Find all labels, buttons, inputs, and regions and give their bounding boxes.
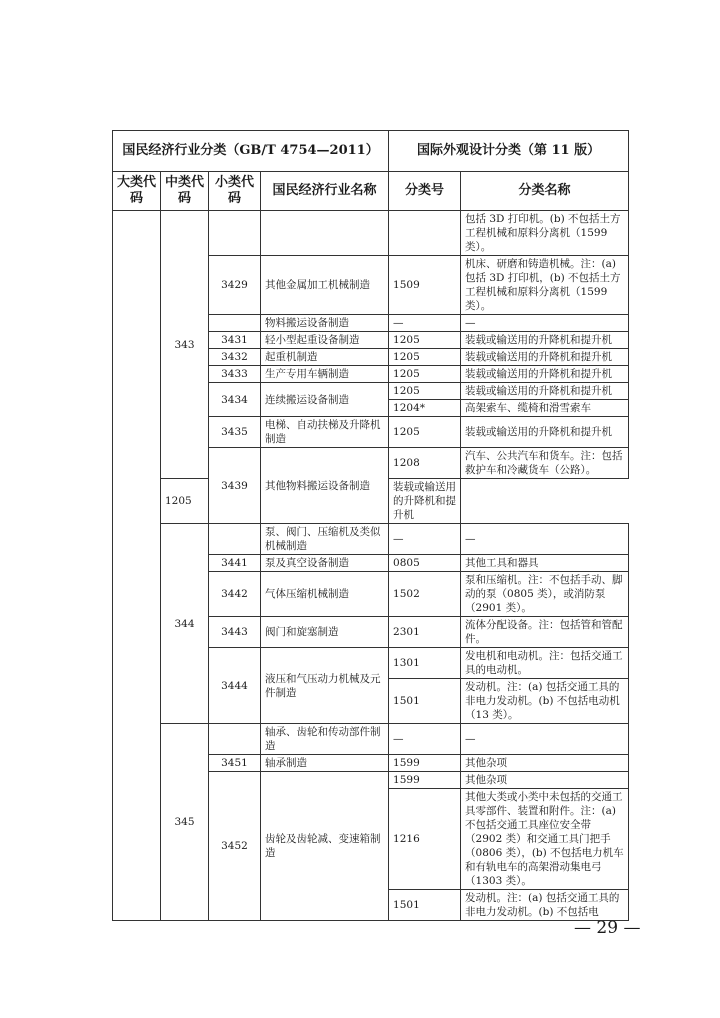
minor-code-cell — [209, 524, 261, 555]
class-number-cell: 2301 — [389, 617, 461, 648]
table-row — [113, 524, 629, 555]
left-section-title: 国民经济行业分类（GB/T 4754—2011） — [113, 131, 389, 172]
class-name-cell: 包括 3D 打印机。(b) 不包括土方工程机械和原料分离机（1599 类）。 — [461, 211, 629, 256]
industry-name-cell: 物料搬运设备制造 — [261, 315, 389, 332]
industry-name-cell: 齿轮及齿轮减、变速箱制造 — [261, 772, 389, 921]
industry-design-classification-table — [112, 130, 629, 921]
industry-name-cell: 生产专用车辆制造 — [261, 366, 389, 383]
class-name-cell: — — [461, 724, 629, 755]
class-name-cell: 发电机和电动机。注：包括交通工具的电动机。 — [461, 648, 629, 679]
industry-name-cell — [261, 211, 389, 256]
industry-name-cell: 轻小型起重设备制造 — [261, 332, 389, 349]
class-name-cell: 汽车、公共汽车和货车。注：包括救护车和冷藏货车（公路）。 — [461, 448, 629, 479]
class-name-cell: 装载或输送用的升降机和提升机 — [389, 479, 461, 524]
class-name-cell: 高架索车、缆椅和滑雪索车 — [461, 400, 629, 417]
minor-code-cell: 3433 — [209, 366, 261, 383]
minor-code-cell: 3434 — [209, 383, 261, 417]
class-number-cell: 1509 — [389, 256, 461, 315]
minor-code-cell: 3429 — [209, 256, 261, 315]
minor-code-cell: 3452 — [209, 772, 261, 921]
industry-name-cell: 液压和气压动力机械及元件制造 — [261, 648, 389, 724]
class-number-cell: 1599 — [389, 772, 461, 789]
class-number-cell: — — [389, 524, 461, 555]
industry-name-cell: 气体压缩机械制造 — [261, 572, 389, 617]
column-header-minor-code: 小类代码 — [209, 172, 261, 211]
class-name-cell: 装载或输送用的升降机和提升机 — [461, 417, 629, 448]
minor-code-cell: 3451 — [209, 755, 261, 772]
industry-name-cell: 泵及真空设备制造 — [261, 555, 389, 572]
class-number-cell — [389, 211, 461, 256]
table-row — [113, 211, 629, 256]
industry-name-cell: 其他物料搬运设备制造 — [261, 448, 389, 524]
industry-name-cell: 连续搬运设备制造 — [261, 383, 389, 417]
class-number-cell: 1216 — [389, 789, 461, 890]
class-number-cell: 1205 — [389, 366, 461, 383]
industry-name-cell: 阀门和旋塞制造 — [261, 617, 389, 648]
class-name-cell: — — [461, 524, 629, 555]
minor-code-cell: 3443 — [209, 617, 261, 648]
class-number-cell: 1205 — [389, 417, 461, 448]
major-code-cell — [113, 211, 161, 921]
class-name-cell: 发动机。注：(a) 包括交通工具的非电力发动机。(b) 不包括电动机（13 类）。 — [461, 679, 629, 724]
minor-code-cell — [209, 724, 261, 755]
header-row-2 — [113, 172, 629, 211]
class-number-cell: 0805 — [389, 555, 461, 572]
class-number-cell: 1205 — [161, 479, 209, 524]
class-name-cell: — — [461, 315, 629, 332]
class-number-cell: 1205 — [389, 332, 461, 349]
class-name-cell: 装载或输送用的升降机和提升机 — [461, 366, 629, 383]
class-name-cell: 其他杂项 — [461, 772, 629, 789]
industry-name-cell: 轴承制造 — [261, 755, 389, 772]
medium-code-cell: 345 — [161, 724, 209, 921]
class-name-cell: 其他工具和器具 — [461, 555, 629, 572]
class-number-cell: 1204* — [389, 400, 461, 417]
minor-code-cell: 3435 — [209, 417, 261, 448]
class-number-cell: 1501 — [389, 679, 461, 724]
medium-code-cell: 343 — [161, 211, 209, 479]
column-header-class-name: 分类名称 — [461, 172, 629, 211]
class-number-cell: 1301 — [389, 648, 461, 679]
column-header-major-code: 大类代码 — [113, 172, 161, 211]
class-number-cell: 1599 — [389, 755, 461, 772]
column-header-medium-code: 中类代码 — [161, 172, 209, 211]
right-section-title: 国际外观设计分类（第 11 版） — [389, 131, 629, 172]
class-name-cell: 机床、研磨和铸造机械。注：(a) 包括 3D 打印机，(b) 不包括土方工程机械和原料分离机（1599 类）。 — [461, 256, 629, 315]
class-number-cell: 1205 — [389, 383, 461, 400]
industry-name-cell: 泵、阀门、压缩机及类似机械制造 — [261, 524, 389, 555]
industry-name-cell: 起重机制造 — [261, 349, 389, 366]
class-name-cell: 发动机。注：(a) 包括交通工具的非电力发动机。(b) 不包括电 — [461, 890, 629, 921]
table-row — [113, 724, 629, 755]
class-number-cell: 1502 — [389, 572, 461, 617]
minor-code-cell — [209, 315, 261, 332]
minor-code-cell: 3442 — [209, 572, 261, 617]
class-number-cell: — — [389, 315, 461, 332]
minor-code-cell: 3441 — [209, 555, 261, 572]
class-name-cell: 装载或输送用的升降机和提升机 — [461, 383, 629, 400]
class-name-cell: 其他杂项 — [461, 755, 629, 772]
class-name-cell: 泵和压缩机。注：不包括手动、脚动的泵（0805 类），或消防泵（2901 类）。 — [461, 572, 629, 617]
class-number-cell: 1208 — [389, 448, 461, 479]
column-header-class-number: 分类号 — [389, 172, 461, 211]
industry-name-cell: 其他金属加工机械制造 — [261, 256, 389, 315]
class-number-cell: — — [389, 724, 461, 755]
header-row-1 — [113, 131, 629, 172]
column-header-industry-name: 国民经济行业名称 — [261, 172, 389, 211]
page-number: — 29 — — [574, 918, 641, 938]
minor-code-cell: 3432 — [209, 349, 261, 366]
minor-code-cell: 3444 — [209, 648, 261, 724]
class-name-cell: 装载或输送用的升降机和提升机 — [461, 332, 629, 349]
industry-name-cell: 电梯、自动扶梯及升降机制造 — [261, 417, 389, 448]
class-number-cell: 1205 — [389, 349, 461, 366]
class-name-cell: 流体分配设备。注：包括管和管配件。 — [461, 617, 629, 648]
medium-code-cell: 344 — [161, 524, 209, 724]
industry-name-cell: 轴承、齿轮和传动部件制造 — [261, 724, 389, 755]
minor-code-cell: 3431 — [209, 332, 261, 349]
class-name-cell: 装载或输送用的升降机和提升机 — [461, 349, 629, 366]
minor-code-cell — [209, 211, 261, 256]
minor-code-cell: 3439 — [209, 448, 261, 524]
class-number-cell: 1501 — [389, 890, 461, 921]
class-name-cell: 其他大类或小类中未包括的交通工具零部件、装置和附件。注：(a) 不包括交通工具座位安全带（2902 类）和交通工具门把手（0806 类），(b) 不包括电力机车和有轨电车的高架滑动集电弓（1303 类）。 — [461, 789, 629, 890]
